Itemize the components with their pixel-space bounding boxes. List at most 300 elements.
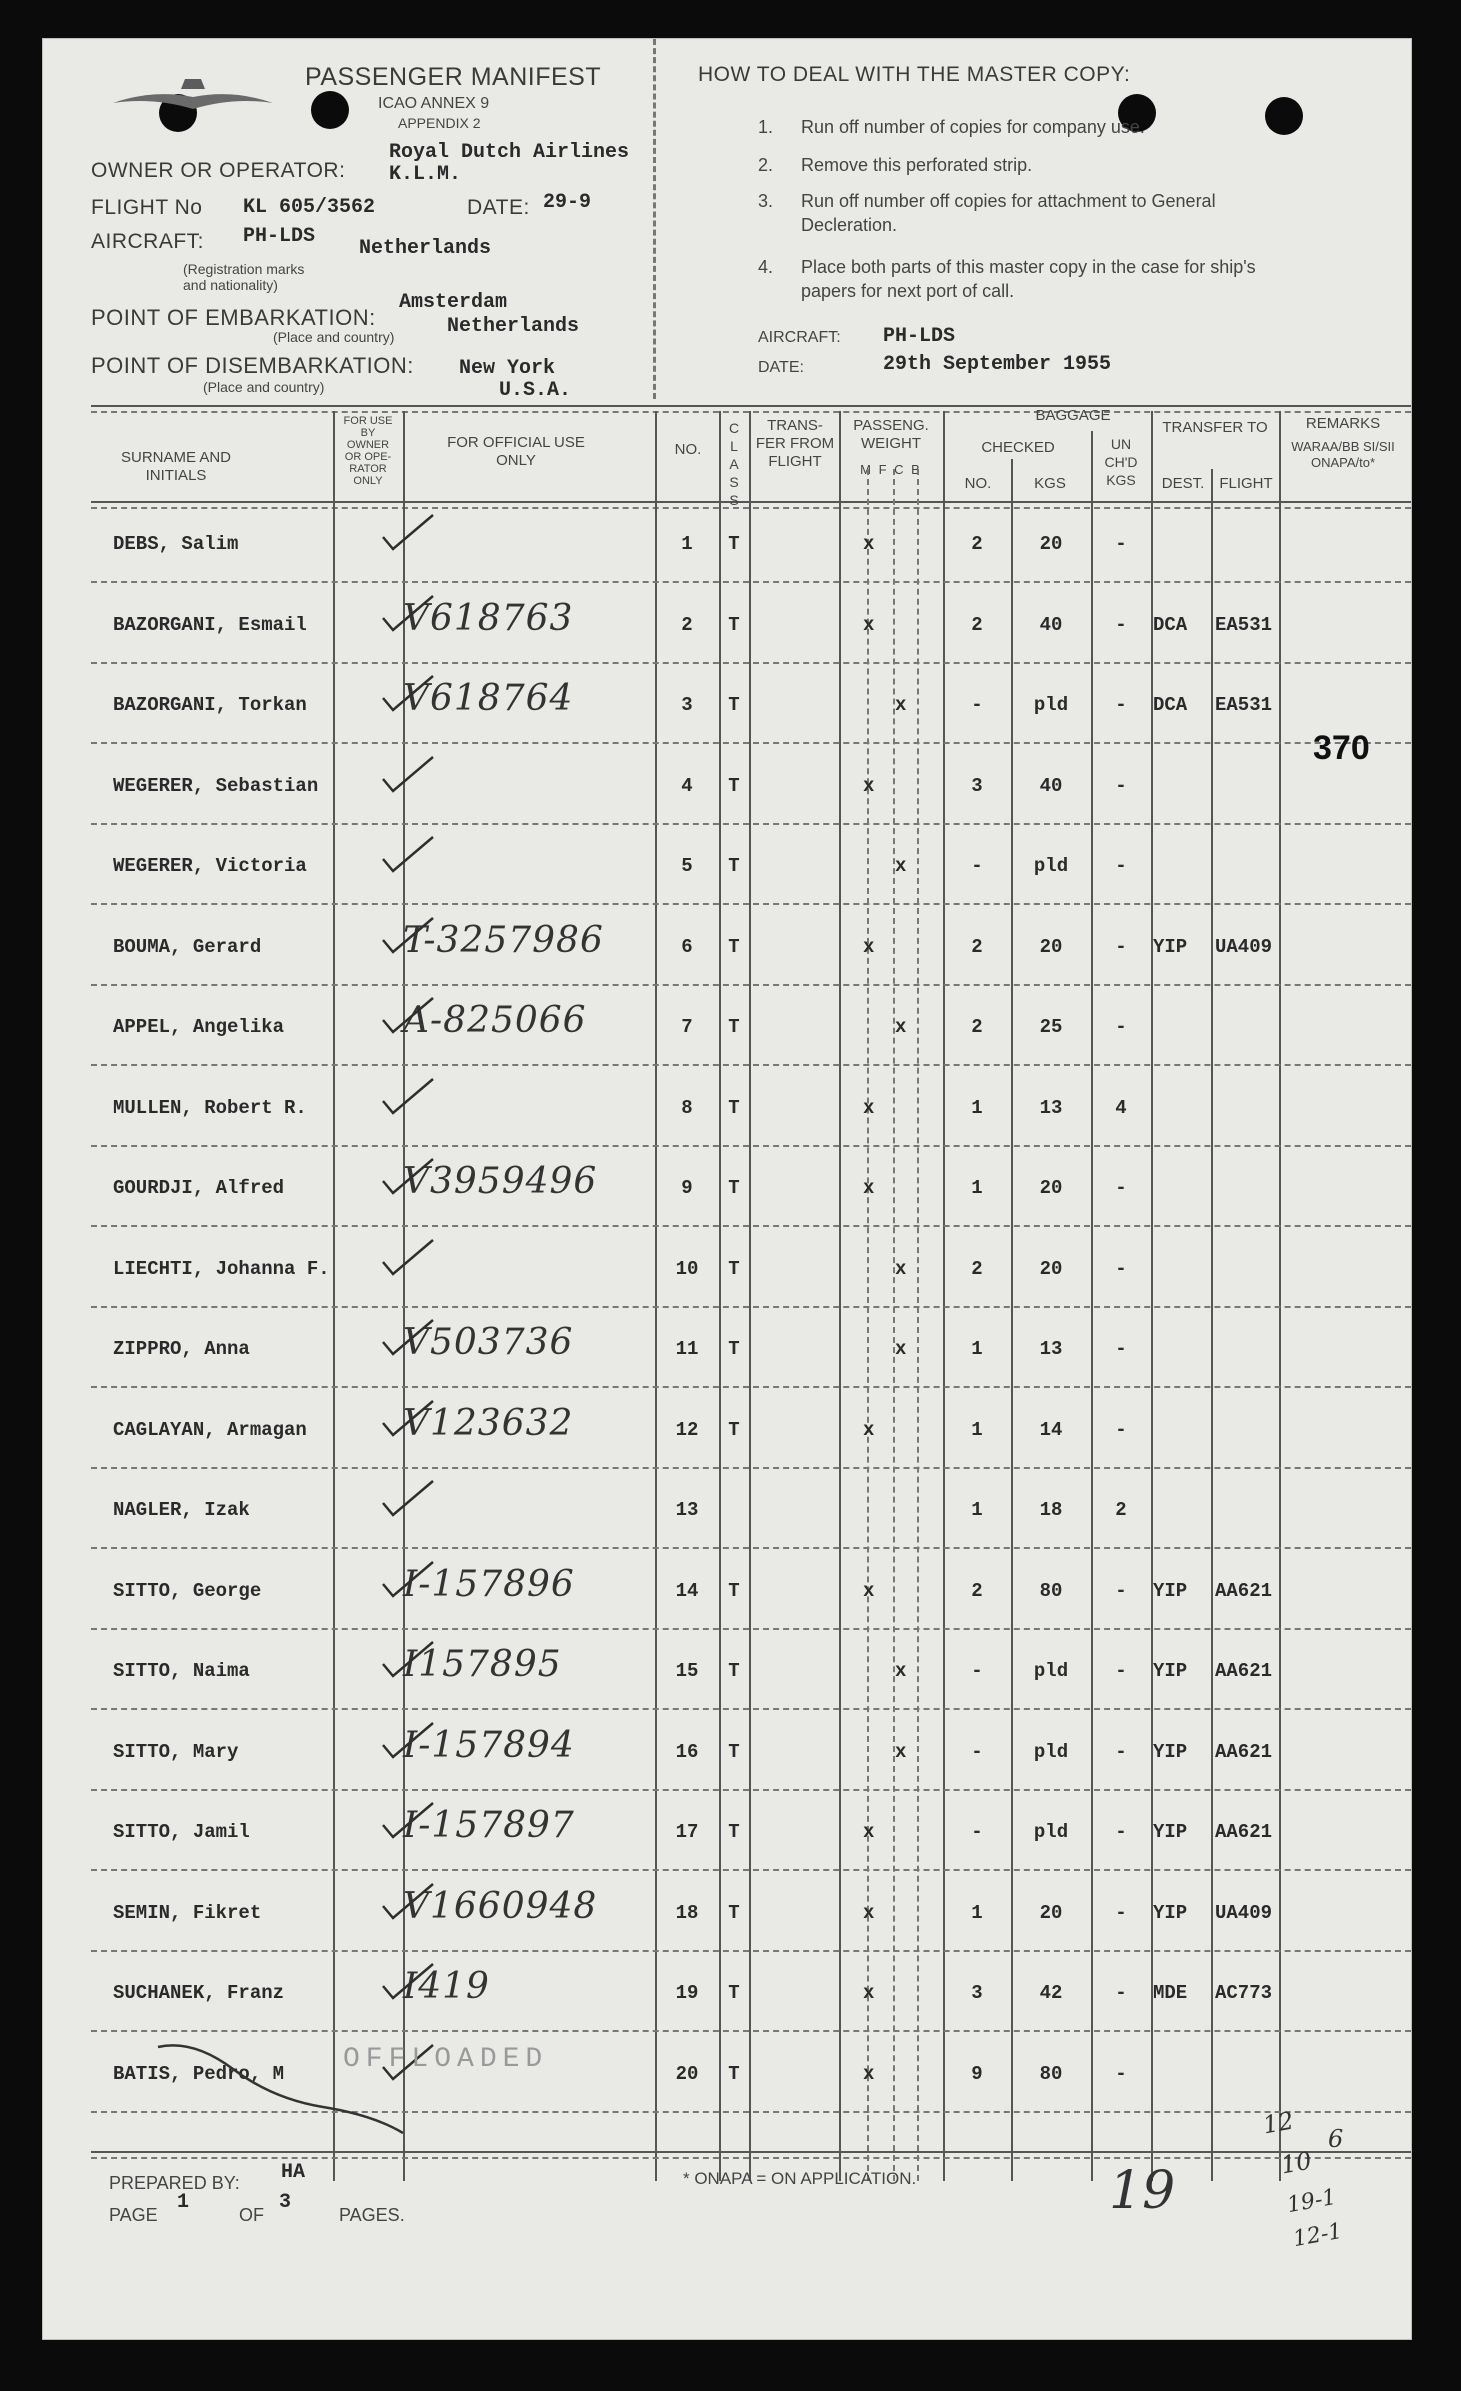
passenger-row [43, 1153, 1411, 1233]
manifest-page [42, 38, 1412, 2340]
icao-annex: ICAO ANNEX 9 [378, 95, 490, 112]
check-mark-icon [373, 992, 443, 1036]
passenger-class: T [728, 935, 740, 958]
baggage-kgs: 42 [1039, 1982, 1063, 2004]
passenger-name: SITTO, Mary [113, 1740, 239, 1763]
baggage-kgs: 80 [1039, 2062, 1063, 2085]
passenger-no: 8 [681, 1096, 693, 1119]
footer-rule [91, 2157, 1411, 2159]
instruction-text: Remove this perforated strip. [801, 155, 1033, 175]
weight-m-mark: x [863, 1982, 875, 2004]
official-use-number: V503736 [403, 1322, 574, 1363]
form-title: PASSENGER MANIFEST [305, 63, 602, 91]
passenger-no: 14 [675, 1579, 699, 1602]
passenger-class: T [728, 1579, 740, 1602]
offloaded-stamp: OFFLOADED [343, 2044, 549, 2075]
header-bottom-rule [91, 501, 1411, 503]
footer-rule [91, 2151, 1411, 2153]
passenger-class: T [728, 2062, 740, 2085]
baggage-kgs: pld [1033, 1660, 1069, 1682]
weight-m-mark: x [863, 1821, 875, 1843]
passenger-row [43, 751, 1411, 831]
unchecked-kgs: - [1115, 1257, 1127, 1280]
unchecked-kgs: - [1115, 774, 1127, 797]
page-value: 1 [177, 2191, 190, 2214]
baggage-count: 3 [971, 774, 983, 797]
passenger-no: 6 [681, 935, 693, 958]
instr-aircraft-label: AIRCRAFT: [758, 329, 841, 346]
passenger-class: T [728, 855, 740, 877]
transfer-flight: EA531 [1215, 694, 1273, 716]
passenger-class: T [728, 1177, 740, 1199]
transfer-dest: YIP [1153, 1579, 1188, 1602]
transfer-flight: EA531 [1215, 613, 1273, 636]
passenger-row [43, 1797, 1411, 1877]
passenger-name: SUCHANEK, Franz [113, 1982, 285, 2004]
passenger-no: 19 [675, 1982, 699, 2004]
passenger-name: SITTO, George [113, 1579, 262, 1602]
passenger-name: NAGLER, Izak [113, 1499, 250, 1521]
baggage-count: - [971, 694, 983, 716]
unchecked-kgs: - [1115, 1418, 1127, 1441]
col-surname: SURNAME AND INITIALS [120, 449, 232, 484]
passenger-no: 17 [675, 1821, 699, 1843]
baggage-count: - [971, 1740, 983, 1763]
baggage-count: 1 [971, 1499, 983, 1521]
unchecked-kgs: - [1115, 1740, 1127, 1763]
unchecked-kgs: - [1115, 1016, 1127, 1038]
owner-label: OWNER OR OPERATOR: [91, 159, 346, 182]
unchecked-kgs: 2 [1115, 1499, 1127, 1521]
passenger-row [43, 1475, 1411, 1555]
embarkation-country: Netherlands [447, 315, 580, 338]
official-use-number: V618764 [403, 678, 574, 719]
official-use-number: I419 [403, 1966, 490, 2007]
baggage-kgs: pld [1033, 694, 1069, 716]
baggage-count: 1 [971, 1418, 983, 1441]
passenger-no: 13 [675, 1499, 699, 1521]
disembarkation-country: U.S.A. [499, 379, 572, 402]
passenger-class: T [728, 533, 740, 555]
check-mark-icon [373, 912, 443, 956]
passenger-row [43, 1395, 1411, 1475]
passenger-class: T [728, 1418, 740, 1441]
check-mark-icon [373, 1073, 443, 1117]
official-use-number: V618763 [403, 597, 574, 639]
handwritten-count: 19 [1109, 2161, 1176, 2221]
place-note: (Place and country) [273, 329, 395, 345]
check-mark-icon [373, 1314, 443, 1358]
baggage-kgs: 20 [1039, 1177, 1063, 1199]
passenger-no: 18 [675, 1901, 699, 1924]
passenger-name: SITTO, Jamil [113, 1821, 250, 1843]
official-use-number: T-3257986 [403, 919, 604, 961]
check-mark-icon [373, 1395, 443, 1439]
passenger-no: 12 [675, 1418, 699, 1441]
nationality-note: and nationality) [183, 277, 278, 293]
baggage-kgs: pld [1033, 1821, 1069, 1843]
of-value: 3 [279, 2191, 292, 2214]
baggage-count: - [971, 1821, 983, 1843]
transfer-flight: AA621 [1215, 1740, 1273, 1763]
perforation-line [653, 39, 656, 399]
row-divider [91, 984, 1411, 986]
passenger-no: 5 [681, 855, 693, 877]
unchecked-kgs: - [1115, 613, 1127, 636]
col-owner-use: FOR USE BY OWNER OR OPE-RATOR ONLY [343, 415, 393, 487]
check-mark-icon [373, 1717, 443, 1761]
handwritten-tally: 12-1 [1291, 2218, 1345, 2253]
baggage-count: 1 [971, 1096, 983, 1119]
col-kgs: KGS [1034, 475, 1066, 492]
registration-note: (Registration marks [183, 261, 305, 277]
handwritten-tally: 19-1 [1285, 2184, 1339, 2219]
weight-m-mark: x [863, 613, 875, 636]
instr-date-value: 29th September 1955 [883, 353, 1112, 376]
page-label: PAGE [109, 2205, 158, 2225]
passenger-row [43, 1717, 1411, 1797]
unchecked-kgs: - [1115, 1901, 1127, 1924]
passenger-row [43, 912, 1411, 992]
header-top-rule [91, 411, 1411, 413]
transfer-dest: DCA [1153, 613, 1188, 636]
baggage-kgs: 80 [1039, 1579, 1063, 1602]
weight-m-mark: x [863, 1418, 875, 1441]
embarkation-city: Amsterdam [399, 291, 508, 314]
passenger-name: LIECHTI, Johanna F. [113, 1257, 330, 1280]
row-divider [91, 1386, 1411, 1388]
baggage-count: 2 [971, 1257, 983, 1280]
transfer-flight: AA621 [1215, 1660, 1273, 1682]
baggage-kgs: 40 [1039, 774, 1063, 797]
aircraft-country: Netherlands [359, 237, 492, 260]
col-no: NO. [674, 441, 702, 458]
passenger-name: APPEL, Angelika [113, 1016, 285, 1038]
row-divider [91, 1708, 1411, 1710]
flight-label: FLIGHT No [91, 196, 203, 219]
transfer-flight: AA621 [1215, 1821, 1273, 1843]
passenger-row [43, 831, 1411, 911]
passenger-class: T [728, 1901, 740, 1924]
col-transfer-to: TRANSFER TO [1162, 419, 1268, 436]
row-divider [91, 581, 1411, 583]
owner-code: K.L.M. [389, 163, 462, 186]
passenger-no: 15 [675, 1660, 699, 1682]
remark-370: 370 [1313, 729, 1370, 767]
unchecked-kgs: - [1115, 1660, 1127, 1682]
onapa-note: * ONAPA = ON APPLICATION. [683, 2169, 917, 2188]
unchecked-kgs: - [1115, 1579, 1127, 1602]
passenger-no: 9 [681, 1177, 693, 1199]
baggage-count: 2 [971, 613, 983, 636]
passenger-row [43, 1314, 1411, 1394]
baggage-kgs: pld [1033, 1740, 1069, 1763]
baggage-count: 1 [971, 1901, 983, 1924]
transfer-dest: YIP [1153, 1901, 1188, 1924]
passenger-name: BOUMA, Gerard [113, 935, 262, 958]
official-use-number: A-825066 [403, 1000, 587, 1041]
passenger-class: T [728, 1660, 740, 1682]
instruction-text: Place both parts of this master copy in the case for ship's [801, 257, 1256, 277]
unchecked-kgs: - [1115, 935, 1127, 958]
unchecked-kgs: - [1115, 855, 1127, 877]
date-label: DATE: [467, 196, 530, 219]
transfer-dest: YIP [1153, 935, 1188, 958]
prepared-value: HA [281, 2161, 306, 2184]
official-use-number: I-157896 [403, 1563, 575, 1605]
baggage-count: 2 [971, 1579, 983, 1602]
passenger-name: SITTO, Naima [113, 1660, 250, 1682]
transfer-flight: UA409 [1215, 935, 1273, 958]
aircraft-label: AIRCRAFT: [91, 230, 205, 253]
passenger-row [43, 1234, 1411, 1314]
baggage-kgs: 20 [1039, 533, 1063, 555]
row-divider [91, 1547, 1411, 1549]
col-mfcb: M F C B [860, 462, 922, 477]
weight-m-mark: x [863, 935, 875, 958]
row-divider [91, 1628, 1411, 1630]
col-bag-no: NO. [964, 475, 992, 492]
handwritten-tally: 6 [1328, 2125, 1344, 2153]
transfer-dest: YIP [1153, 1740, 1188, 1763]
instruction-text-cont: Decleration. [801, 215, 898, 235]
baggage-kgs: 20 [1039, 1901, 1063, 1924]
passenger-name: WEGERER, Victoria [113, 855, 307, 877]
unchecked-kgs: - [1115, 1982, 1127, 2004]
col-remarks: REMARKS [1305, 415, 1381, 432]
col-checked: CHECKED [981, 439, 1055, 456]
col-unchecked: UN CH'D KGS [1104, 436, 1138, 488]
baggage-count: 2 [971, 935, 983, 958]
passenger-name: SEMIN, Fikret [113, 1901, 262, 1924]
weight-m-mark: x [863, 1579, 875, 1602]
passenger-class: T [728, 1257, 740, 1280]
passenger-class: T [728, 613, 740, 636]
instruction-number: 4. [758, 257, 774, 277]
weight-f-mark: x [895, 1660, 907, 1682]
baggage-count: 9 [971, 2062, 983, 2085]
instruction-number: 3. [758, 191, 774, 211]
col-dest: DEST. [1161, 475, 1205, 492]
handwritten-tally: 10 [1278, 2146, 1314, 2180]
passenger-name: BATIS, Pedro, M [113, 2062, 285, 2085]
passenger-row [43, 1556, 1411, 1636]
row-divider [91, 903, 1411, 905]
check-mark-icon [373, 1475, 443, 1519]
baggage-kgs: pld [1033, 855, 1069, 877]
weight-m-mark: x [863, 1901, 875, 1924]
transfer-dest: MDE [1153, 1982, 1188, 2004]
col-baggage: BAGGAGE [1035, 407, 1111, 424]
passenger-row [43, 1878, 1411, 1958]
baggage-count: 2 [971, 533, 983, 555]
passenger-class: T [728, 1338, 740, 1360]
official-use-number: V123632 [403, 1402, 574, 1444]
passenger-class: T [728, 694, 740, 716]
strike-through-mark [153, 2029, 413, 2139]
passenger-class: T [728, 1982, 740, 2004]
check-mark-icon [373, 670, 443, 714]
weight-m-mark: x [863, 1096, 875, 1119]
passenger-no: 2 [681, 613, 693, 636]
check-mark-icon [373, 590, 443, 634]
weight-f-mark: x [895, 694, 907, 716]
handwritten-tally: 12 [1260, 2106, 1296, 2140]
row-divider [91, 1467, 1411, 1469]
passenger-no: 7 [681, 1016, 693, 1038]
passenger-no: 16 [675, 1740, 699, 1763]
baggage-kgs: 40 [1039, 613, 1063, 636]
baggage-count: 2 [971, 1016, 983, 1038]
check-mark-icon [373, 1556, 443, 1600]
aircraft-value: PH-LDS [243, 225, 316, 248]
weight-f-mark: x [895, 1016, 907, 1038]
official-use-number: V1660948 [403, 1885, 598, 1927]
passenger-name: GOURDJI, Alfred [113, 1177, 285, 1199]
check-mark-icon [373, 509, 443, 553]
row-divider [91, 1064, 1411, 1066]
transfer-dest: YIP [1153, 1660, 1188, 1682]
check-mark-icon [373, 831, 443, 875]
flight-value: KL 605/3562 [243, 196, 376, 219]
of-label: OF [239, 2205, 264, 2225]
transfer-flight: AA621 [1215, 1579, 1273, 1602]
weight-m-mark: x [863, 533, 875, 555]
instructions-title: HOW TO DEAL WITH THE MASTER COPY: [698, 63, 1131, 86]
row-divider [91, 1950, 1411, 1952]
baggage-kgs: 20 [1039, 935, 1063, 958]
col-official: FOR OFFICIAL USE ONLY [447, 434, 585, 469]
instruction-text-cont: papers for next port of call. [801, 281, 1015, 301]
col-remarks-codes: WARAA/BB SI/SII ONAPA/to* [1291, 439, 1395, 470]
weight-f-mark: x [895, 1740, 907, 1763]
appendix: APPENDIX 2 [398, 115, 481, 131]
passenger-row [43, 992, 1411, 1072]
instr-date-label: DATE: [758, 359, 804, 376]
check-mark-icon [373, 1636, 443, 1680]
weight-m-mark: x [863, 2062, 875, 2085]
official-use-number: I-157894 [403, 1724, 575, 1766]
instruction-number: 1. [758, 117, 774, 137]
unchecked-kgs: - [1115, 1338, 1127, 1360]
weight-f-mark: x [895, 1257, 907, 1280]
disembarkation-label: POINT OF DISEMBARKATION: [91, 353, 414, 378]
punch-hole [311, 91, 349, 129]
passenger-class: T [728, 1016, 740, 1038]
row-divider [91, 1869, 1411, 1871]
instruction-text: Run off number of copies for company use. [801, 117, 1145, 137]
check-mark-icon [373, 1878, 443, 1922]
instruction-number: 2. [758, 155, 774, 175]
transfer-dest: DCA [1153, 694, 1188, 716]
baggage-kgs: 25 [1039, 1016, 1063, 1038]
baggage-count: - [971, 1660, 983, 1682]
passenger-row [43, 509, 1411, 589]
weight-m-mark: x [863, 774, 875, 797]
unchecked-kgs: - [1115, 1821, 1127, 1843]
passenger-name: ZIPPRO, Anna [113, 1338, 250, 1360]
embarkation-label: POINT OF EMBARKATION: [91, 305, 376, 330]
baggage-kgs: 14 [1039, 1418, 1063, 1441]
baggage-count: 3 [971, 1982, 983, 2004]
weight-f-mark: x [895, 1338, 907, 1360]
passenger-class: T [728, 774, 740, 797]
weight-m-mark: x [863, 1177, 875, 1199]
passenger-no: 10 [675, 1257, 699, 1280]
owner-value: Royal Dutch Airlines [389, 141, 630, 164]
passenger-name: DEBS, Salim [113, 533, 239, 555]
col-passeng-weight: PASSENG. WEIGHT [853, 417, 929, 452]
baggage-kgs: 13 [1039, 1338, 1063, 1360]
place-note: (Place and country) [203, 379, 325, 395]
baggage-count: 1 [971, 1177, 983, 1199]
passenger-no: 11 [675, 1338, 699, 1360]
passenger-name: BAZORGANI, Torkan [113, 694, 307, 716]
passenger-row [43, 1636, 1411, 1716]
klm-logo-icon [103, 67, 283, 127]
check-mark-icon [373, 1234, 443, 1278]
passenger-no: 20 [675, 2062, 699, 2085]
official-use-number: I157895 [403, 1644, 562, 1685]
weight-f-mark: x [895, 855, 907, 877]
row-divider [91, 1789, 1411, 1791]
unchecked-kgs: - [1115, 694, 1127, 716]
row-divider [91, 1225, 1411, 1227]
check-mark-icon [373, 751, 443, 795]
pages-label: PAGES. [339, 2205, 405, 2225]
row-divider [91, 662, 1411, 664]
header-top-rule [91, 405, 1411, 407]
passenger-name: WEGERER, Sebastian [113, 774, 319, 797]
passenger-class: T [728, 1096, 740, 1119]
passenger-row [43, 1958, 1411, 2038]
baggage-count: 1 [971, 1338, 983, 1360]
unchecked-kgs: 4 [1115, 1096, 1127, 1119]
transfer-flight: UA409 [1215, 1901, 1273, 1924]
baggage-kgs: 20 [1039, 1257, 1063, 1280]
passenger-name: BAZORGANI, Esmail [113, 613, 307, 636]
row-divider [91, 1306, 1411, 1308]
unchecked-kgs: - [1115, 1177, 1127, 1199]
unchecked-kgs: - [1115, 533, 1127, 555]
prepared-label: PREPARED BY: [109, 2173, 240, 2193]
instruction-text: Run off number off copies for attachment to General [801, 191, 1216, 211]
baggage-kgs: 13 [1039, 1096, 1063, 1119]
transfer-flight: AC773 [1215, 1982, 1273, 2004]
official-use-number: I-157897 [403, 1805, 575, 1846]
row-divider [91, 823, 1411, 825]
passenger-row [43, 1073, 1411, 1153]
baggage-kgs: 18 [1039, 1499, 1063, 1521]
passenger-row [43, 670, 1411, 750]
col-transfer-from: TRANS-FER FROM FLIGHT [755, 417, 835, 470]
passenger-no: 1 [681, 533, 693, 555]
disembarkation-city: New York [459, 357, 556, 380]
col-class: C L A S S [728, 420, 740, 508]
passenger-name: MULLEN, Robert R. [113, 1096, 307, 1119]
passenger-class: T [728, 1821, 740, 1843]
passenger-class: T [728, 1740, 740, 1763]
check-mark-icon [373, 1797, 443, 1841]
punch-hole [1265, 97, 1303, 135]
date-value: 29-9 [543, 191, 592, 214]
baggage-count: - [971, 855, 983, 877]
row-divider [91, 742, 1411, 744]
col-flight: FLIGHT [1219, 475, 1273, 492]
official-use-number: V3959496 [403, 1161, 598, 1202]
passenger-row [43, 590, 1411, 670]
check-mark-icon [373, 1958, 443, 2002]
